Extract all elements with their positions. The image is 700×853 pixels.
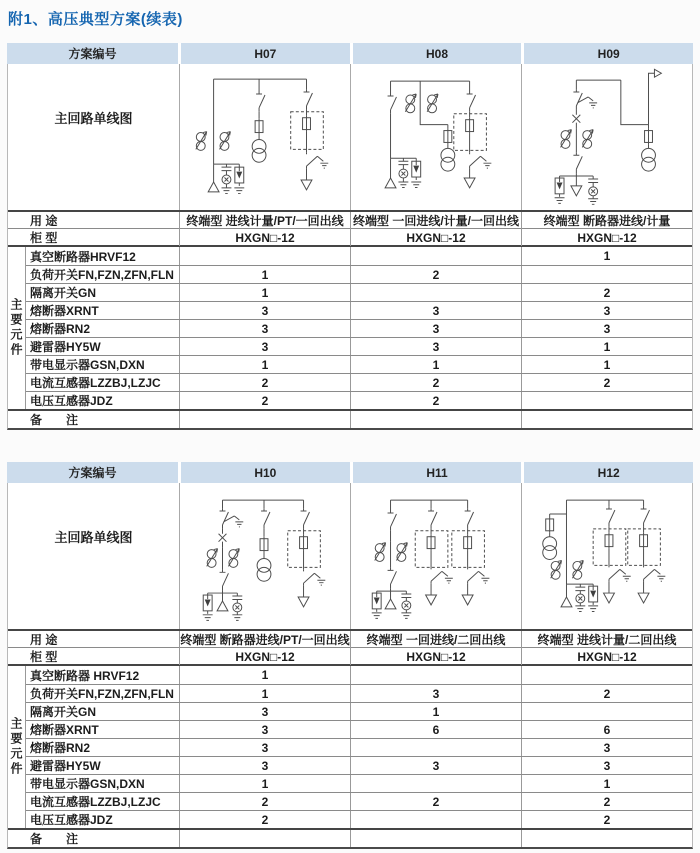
- component-count: 3: [350, 757, 521, 774]
- component-count: 1: [521, 338, 692, 355]
- usage-value: 终端型 一回进线/二回出线: [350, 631, 521, 648]
- component-count: 1: [179, 266, 350, 283]
- component-count: 2: [179, 793, 350, 810]
- diagram-row: [8, 483, 692, 629]
- component-count: 1: [521, 775, 692, 792]
- component-count: 3: [179, 320, 350, 337]
- component-row: [26, 702, 692, 720]
- component-count: [350, 284, 521, 301]
- usage-value: 终端型 进线计量/二回出线: [521, 631, 692, 648]
- cabinet-row: [8, 647, 692, 664]
- component-count: 1: [179, 666, 350, 684]
- scheme-header: H10: [181, 462, 350, 483]
- single-line-diagram-h11: [350, 483, 521, 629]
- component-count: 2: [521, 284, 692, 301]
- component-count: [521, 703, 692, 720]
- component-label: 真空断路器HRVF12: [30, 249, 136, 264]
- remarks-value: [179, 411, 350, 428]
- component-row: [26, 265, 692, 283]
- component-count: 1: [179, 356, 350, 373]
- component-count: 2: [521, 685, 692, 702]
- component-row: [26, 373, 692, 391]
- component-label: 负荷开关FN,FZN,ZFN,FLN: [30, 687, 174, 701]
- component-count: 1: [179, 284, 350, 301]
- component-count: 3: [521, 320, 692, 337]
- cabinet-row: [8, 228, 692, 245]
- cabinet-label: 柜 型: [30, 650, 58, 664]
- component-row: [26, 337, 692, 355]
- component-count: 3: [521, 739, 692, 756]
- component-count: [521, 392, 692, 409]
- remarks-row: [8, 409, 692, 428]
- component-count: 3: [179, 721, 350, 738]
- cabinet-value: HXGN□-12: [521, 648, 692, 665]
- diagram-row-label: 主回路单线图: [54, 110, 133, 126]
- usage-value: 终端型 一回进线/计量/一回出线: [350, 212, 521, 229]
- component-row: [26, 301, 692, 319]
- component-label: 隔离开关GN: [30, 286, 97, 300]
- cabinet-value: HXGN□-12: [179, 648, 350, 665]
- component-count: [350, 666, 521, 684]
- component-count: [521, 266, 692, 283]
- scheme-header: H11: [353, 462, 522, 483]
- component-label: 电流互感器LZZBJ,LZJC: [30, 376, 161, 390]
- component-row: [26, 391, 692, 409]
- component-count: 1: [350, 703, 521, 720]
- diagram-row: [8, 64, 692, 210]
- component-label: 带电显示器GSN,DXN: [30, 777, 145, 791]
- component-count: [179, 247, 350, 265]
- scheme-header: H08: [353, 43, 522, 64]
- component-count: 3: [350, 302, 521, 319]
- remarks-value: [521, 411, 692, 428]
- page-title: 附1、高压典型方案(续表): [8, 11, 183, 28]
- remarks-value: [521, 830, 692, 847]
- component-count: 2: [521, 374, 692, 391]
- component-row: [26, 319, 692, 337]
- component-count: 1: [179, 775, 350, 792]
- usage-row: [8, 210, 692, 228]
- component-count: [350, 811, 521, 828]
- component-row: [26, 720, 692, 738]
- component-count: [350, 775, 521, 792]
- component-row: [26, 756, 692, 774]
- component-row: [26, 738, 692, 756]
- component-count: 3: [179, 302, 350, 319]
- component-count: [521, 666, 692, 684]
- remarks-value: [350, 830, 521, 847]
- component-label: 电压互感器JDZ: [30, 394, 113, 408]
- component-label: 电压互感器JDZ: [30, 813, 113, 827]
- remarks-row: [8, 828, 692, 847]
- component-count: 3: [179, 703, 350, 720]
- component-label: 真空断路器 HRVF12: [30, 668, 140, 683]
- component-count: 6: [521, 721, 692, 738]
- single-line-diagram-h12: [521, 483, 692, 629]
- component-count: 2: [350, 392, 521, 409]
- component-label: 熔断器RN2: [30, 741, 91, 755]
- component-count: 2: [350, 266, 521, 283]
- cabinet-value: HXGN□-12: [350, 648, 521, 665]
- scheme-no-header: 方案编号: [7, 43, 178, 64]
- single-line-diagram-h08: [350, 64, 521, 210]
- diagram-row-label: 主回路单线图: [54, 529, 133, 545]
- component-row: [26, 283, 692, 301]
- table-header-row: [7, 462, 693, 483]
- component-row: [26, 684, 692, 702]
- component-count: 2: [350, 793, 521, 810]
- component-count: 2: [521, 793, 692, 810]
- component-row: [26, 355, 692, 373]
- scheme-header: H09: [524, 43, 693, 64]
- remarks-value: [179, 830, 350, 847]
- component-count: 3: [350, 685, 521, 702]
- single-line-diagram-h07: [179, 64, 350, 210]
- component-row: [26, 774, 692, 792]
- scheme-header: H07: [181, 43, 350, 64]
- remarks-label: 备 注: [30, 832, 79, 846]
- scheme-table-h07-h09: [7, 43, 693, 430]
- component-count: 3: [521, 757, 692, 774]
- usage-value: 终端型 进线计量/PT/一回出线: [179, 212, 350, 229]
- usage-value: 终端型 断路器进线/PT/一回出线: [180, 633, 350, 647]
- component-label: 电流互感器LZZBJ,LZJC: [30, 795, 161, 809]
- component-count: 2: [521, 811, 692, 828]
- component-row: [26, 247, 692, 265]
- component-label: 隔离开关GN: [30, 705, 97, 719]
- component-count: 3: [179, 757, 350, 774]
- scheme-table-h10-h12: [7, 462, 693, 849]
- usage-value: 终端型 断路器进线/计量: [521, 212, 692, 229]
- cabinet-label: 柜 型: [30, 231, 58, 245]
- component-row: [26, 792, 692, 810]
- component-label: 负荷开关FN,FZN,ZFN,FLN: [30, 268, 174, 282]
- component-count: [350, 247, 521, 265]
- single-line-diagram-h10: [179, 483, 350, 629]
- component-count: 3: [350, 338, 521, 355]
- component-count: 1: [521, 356, 692, 373]
- components-group-label: 主要元件: [8, 247, 26, 409]
- cabinet-value: HXGN□-12: [350, 229, 521, 246]
- scheme-header: H12: [524, 462, 693, 483]
- component-count: 3: [521, 302, 692, 319]
- component-count: 1: [179, 685, 350, 702]
- component-count: 1: [350, 356, 521, 373]
- components-section: [8, 245, 692, 409]
- component-label: 熔断器XRNT: [30, 304, 99, 318]
- component-count: 2: [179, 392, 350, 409]
- component-count: 3: [179, 739, 350, 756]
- usage-row: [8, 629, 692, 647]
- component-label: 带电显示器GSN,DXN: [30, 358, 145, 372]
- remarks-value: [350, 411, 521, 428]
- component-count: 6: [350, 721, 521, 738]
- single-line-diagram-h09: [521, 64, 692, 210]
- component-count: 2: [350, 374, 521, 391]
- component-label: 避雷器HY5W: [30, 340, 101, 354]
- remarks-label: 备 注: [30, 413, 79, 427]
- component-count: 3: [179, 338, 350, 355]
- component-label: 熔断器XRNT: [30, 723, 99, 737]
- component-count: [350, 739, 521, 756]
- component-row: [26, 810, 692, 828]
- component-count: 3: [350, 320, 521, 337]
- table-header-row: [7, 43, 693, 64]
- component-label: 避雷器HY5W: [30, 759, 101, 773]
- components-group-label: 主要元件: [8, 666, 26, 828]
- component-count: 2: [179, 374, 350, 391]
- component-label: 熔断器RN2: [30, 322, 91, 336]
- scheme-no-header: 方案编号: [7, 462, 178, 483]
- usage-label: 用 途: [30, 633, 58, 647]
- component-count: 2: [179, 811, 350, 828]
- cabinet-value: HXGN□-12: [521, 229, 692, 246]
- components-section: [8, 664, 692, 828]
- component-row: [26, 666, 692, 684]
- component-count: 1: [521, 247, 692, 265]
- cabinet-value: HXGN□-12: [179, 229, 350, 246]
- usage-label: 用 途: [30, 214, 58, 228]
